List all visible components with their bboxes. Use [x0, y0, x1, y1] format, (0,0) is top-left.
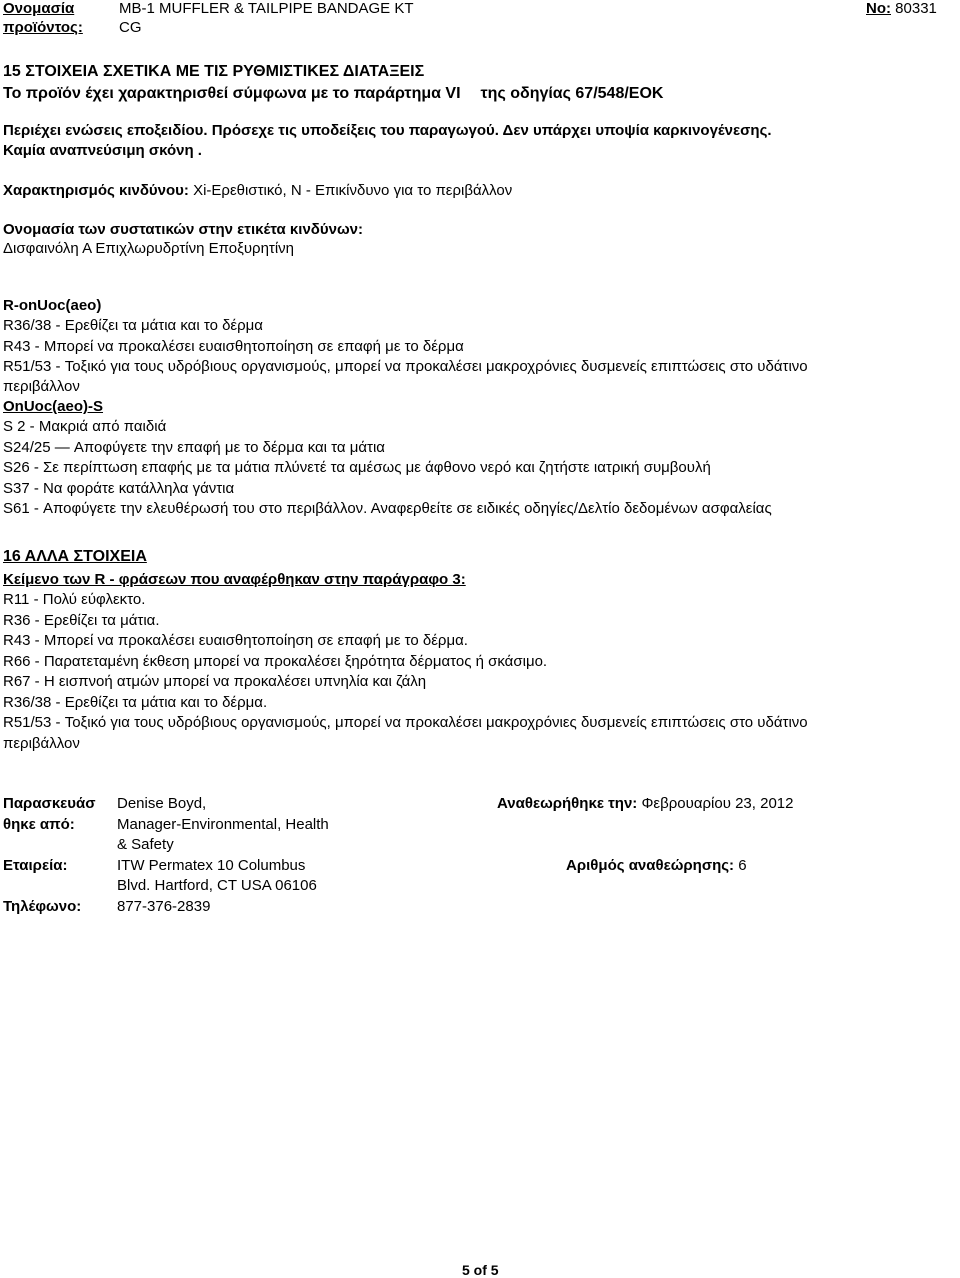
document-number-value: 80331 [895, 0, 937, 17]
r-text-line: R11 - Πολύ εύφλεκτο. [3, 591, 146, 608]
r-text-line: περιβάλλον [3, 735, 80, 752]
s-phrase-line: S26 - Σε περίπτωση επαφής με τα μάτια πλύνετέ τα αμέσως με άφθονο νερό και ζητήστε ιατρική συμβουλή [3, 459, 711, 476]
r-text-line: R36 - Ερεθίζει τα μάτια. [3, 612, 160, 629]
hazard-value: Xi-Ερεθιστικό, N - Επικίνδυνο για το περιβάλλον [193, 182, 513, 199]
revision-number-value: 6 [738, 857, 747, 874]
s-phrase-line: S37 - Να φοράτε κατάλληλα γάντια [3, 480, 235, 497]
document-number [866, 0, 937, 17]
r-text-line: R43 - Μπορεί να προκαλέσει ευαισθητοποίηση σε επαφή με το δέρμα. [3, 632, 468, 649]
r-text-line: R51/53 - Τοξικό για τους υδρόβιους οργανισμούς, μπορεί να προκαλέσει μακροχρόνιες δυσμενείς επιπτώσεις στο υδάτινο [3, 714, 808, 731]
s-phrase-line: S 2 - Μακριά από παιδιά [3, 418, 167, 435]
company-name: ITW Permatex 10 Columbus [117, 857, 306, 874]
r-phrase-line: R43 - Μπορεί να προκαλέσει ευαισθητοποίηση σε επαφή με το δέρμα [3, 338, 464, 355]
r-phrases-heading: R-onUoc(aeo) [3, 297, 102, 314]
section-16-title: 16 ΑΛΛΑ ΣΤΟΙΧΕΙΑ [3, 548, 147, 565]
r-text-line: R66 - Παρατεταμένη έκθεση μπορεί να προκαλέσει ξηρότητα δέρματος ή σκάσιμο. [3, 653, 548, 670]
document-number-label: Nο: [866, 0, 891, 17]
product-label-cont: προϊόντος: [3, 19, 83, 36]
classification-statement-b: της οδηγίας 67/548/ΕΟΚ [480, 85, 664, 102]
revision-number [566, 857, 747, 874]
page-number: 5 of 5 [462, 1262, 499, 1278]
revision-date-label: Αναθεωρήθηκε την: [497, 795, 638, 812]
product-label: Ονομασία [3, 0, 75, 17]
prepared-by-name: Denise Boyd, [117, 795, 207, 812]
classification-statement-a: Το προϊόν έχει χαρακτηρισθεί σύμφωνα με το παράρτημα VI [3, 85, 461, 102]
r-text-line: R36/38 - Ερεθίζει τα μάτια και το δέρμα. [3, 694, 268, 711]
prepared-by-title: Manager-Environmental, Health [117, 816, 329, 833]
company-address: Blvd. Hartford, CT USA 06106 [117, 877, 317, 894]
r-text-line: R67 - Η εισπνοή ατμών μπορεί να προκαλέσει υπνηλία και ζάλη [3, 673, 427, 690]
phone-number: 877-376-2839 [117, 898, 211, 915]
label-components-value: Δισφαινόλη Α Επιχλωρυδρτίνη Εποξυρητίνη [3, 240, 295, 257]
prepared-by-label: Παρασκευάσ [3, 795, 96, 812]
label-components-heading: Ονομασία των συστατικών στην ετικέτα κινδύνων: [3, 221, 363, 238]
r-phrase-line: R36/38 - Ερεθίζει τα μάτια και το δέρμα [3, 317, 263, 334]
s-phrase-line: S61 - Αποφύγετε την ελευθέρωσή του στο περιβάλλον. Αναφερθείτε σε ειδικές οδηγίες/Δελτίο δεδομένων ασφαλείας [3, 500, 772, 517]
company-label: Εταιρεία: [3, 857, 68, 874]
s-phrases-heading: OnUoc(aeo)-S [3, 398, 104, 415]
hazard-label: Χαρακτηρισμός κινδύνου: [3, 182, 189, 199]
product-name-cont: CG [119, 19, 142, 36]
section-16-subtitle: Κείμενο των R - φράσεων που αναφέρθηκαν στην παράγραφο 3: [3, 571, 466, 588]
revision-date [497, 795, 793, 812]
r-phrase-line: περιβάλλον [3, 378, 80, 395]
phone-label: Τηλέφωνο: [3, 898, 82, 915]
revision-date-value: Φεβρουαρίου 23, 2012 [641, 795, 794, 812]
hazard-characterization [3, 181, 512, 200]
prepared-by-title-cont: & Safety [117, 836, 174, 853]
prepared-by-label-cont: θηκε από: [3, 816, 75, 833]
epoxide-note-cont: Καμία αναπνεύσιμη σκόνη . [3, 142, 202, 159]
product-name: MB-1 MUFFLER & TAILPIPE BANDAGE KT [119, 0, 414, 17]
revision-number-label: Αριθμός αναθεώρησης: [566, 857, 735, 874]
section-15-title: 15 ΣΤΟΙΧΕΙΑ ΣΧΕΤΙΚΑ ΜΕ ΤΙΣ ΡΥΘΜΙΣΤΙΚΕΣ ΔΙΑΤΑΞΕΙΣ [3, 63, 425, 80]
epoxide-note: Περιέχει ενώσεις εποξειδίου. Πρόσεχε τις υποδείξεις του παραγωγού. Δεν υπάρχει υποψία καρκινογένεσης. [3, 122, 772, 139]
r-phrase-line: R51/53 - Τοξικό για τους υδρόβιους οργανισμούς, μπορεί να προκαλέσει μακροχρόνιες δυσμενείς επιπτώσεις στο υδάτινο [3, 358, 808, 375]
s-phrase-line: S24/25 — Αποφύγετε την επαφή με το δέρμα και τα μάτια [3, 439, 385, 456]
classification-statement [3, 84, 663, 103]
